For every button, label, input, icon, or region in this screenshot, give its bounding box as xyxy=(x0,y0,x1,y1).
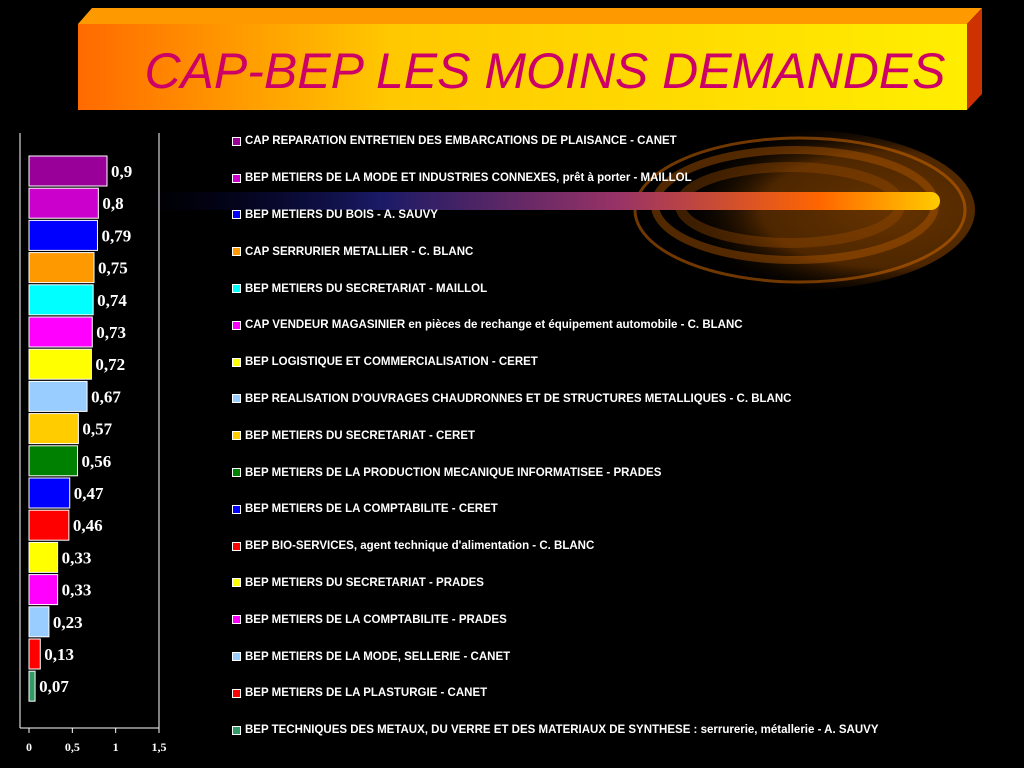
legend-label-7: BEP LOGISTIQUE ET COMMERCIALISATION - CERET xyxy=(245,356,538,369)
legend-label-1: CAP REPARATION ENTRETIEN DES EMBARCATIONS DE PLAISANCE - CANET xyxy=(245,135,677,148)
legend-label-6: CAP VENDEUR MAGASINIER en pièces de rechange et équipement automobile - C. BLANC xyxy=(245,319,743,332)
legend-swatch-1 xyxy=(232,137,241,146)
legend-label-17: BEP TECHNIQUES DES METAUX, DU VERRE ET DES MATERIAUX DE SYNTHESE : serrurerie, métallerie - A. SAUVY xyxy=(245,724,879,737)
legend-item-8 xyxy=(232,381,1012,418)
slide-title: CAP-BEP LES MOINS DEMANDES xyxy=(144,43,946,99)
bar-value-label-13: 0,33 xyxy=(61,548,92,568)
legend-item-2 xyxy=(232,160,1012,197)
bar-5 xyxy=(29,285,93,315)
legend-swatch-5 xyxy=(232,284,241,293)
bar-15 xyxy=(29,607,49,637)
legend-item-1 xyxy=(232,123,1012,160)
legend-label-12: BEP BIO-SERVICES, agent technique d'alimentation - C. BLANC xyxy=(245,540,595,553)
legend-swatch-15 xyxy=(232,652,241,661)
legend-item-7 xyxy=(232,344,1012,381)
bar-1 xyxy=(29,156,107,186)
bar-value-label-11: 0,47 xyxy=(73,484,104,503)
legend-item-10 xyxy=(232,454,1012,491)
x-tick-label-2: 0,5 xyxy=(64,740,80,754)
bar-4 xyxy=(29,253,94,283)
bar-11 xyxy=(29,478,70,508)
legend-swatch-12 xyxy=(232,542,241,551)
bar-value-label-16: 0,13 xyxy=(44,645,75,664)
legend-item-4 xyxy=(232,233,1012,270)
legend-label-11: BEP METIERS DE LA COMPTABILITE - CERET xyxy=(245,503,498,516)
x-tick-label-4: 1,5 xyxy=(151,740,167,754)
legend-label-8: BEP REALISATION D'OUVRAGES CHAUDRONNES ET DE STRUCTURES METALLIQUES - C. BLANC xyxy=(245,392,792,405)
legend-swatch-2 xyxy=(232,174,241,183)
legend-label-5: BEP METIERS DU SECRETARIAT - MAILLOL xyxy=(245,282,488,295)
legend-item-5 xyxy=(232,270,1012,307)
legend-swatch-6 xyxy=(232,321,241,330)
legend-swatch-10 xyxy=(232,468,241,477)
bar-16 xyxy=(29,639,40,669)
bar-6 xyxy=(29,317,92,347)
legend-label-9: BEP METIERS DU SECRETARIAT - CERET xyxy=(245,429,476,442)
legend-item-12 xyxy=(232,528,1012,565)
legend-item-13 xyxy=(232,565,1012,602)
bar-value-label-9: 0,57 xyxy=(82,419,113,439)
legend-label-10: BEP METIERS DE LA PRODUCTION MECANIQUE INFORMATISEE - PRADES xyxy=(245,466,662,479)
legend-item-17 xyxy=(232,712,1012,749)
legend-swatch-4 xyxy=(232,247,241,256)
bar-value-label-4: 0,75 xyxy=(98,258,128,278)
legend-swatch-8 xyxy=(232,394,241,403)
chart-legend xyxy=(232,123,1012,749)
legend-swatch-17 xyxy=(232,726,241,735)
legend-label-2: BEP METIERS DE LA MODE ET INDUSTRIES CONNEXES, prêt à porter - MAILLOL xyxy=(245,172,692,185)
bar-value-label-8: 0,67 xyxy=(91,387,121,407)
legend-label-16: BEP METIERS DE LA PLASTURGIE - CANET xyxy=(245,687,488,700)
bar-value-label-7: 0,72 xyxy=(95,355,126,375)
legend-item-9 xyxy=(232,417,1012,454)
legend-label-14: BEP METIERS DE LA COMPTABILITE - PRADES xyxy=(245,613,507,626)
legend-swatch-7 xyxy=(232,358,241,367)
bar-value-label-6: 0,73 xyxy=(96,323,127,342)
legend-swatch-11 xyxy=(232,505,241,514)
bar-9 xyxy=(29,414,78,444)
x-tick-label-3: 1 xyxy=(112,740,119,754)
bar-value-label-12: 0,46 xyxy=(72,516,103,536)
bar-value-label-2: 0,8 xyxy=(102,194,124,214)
legend-item-11 xyxy=(232,491,1012,528)
legend-label-13: BEP METIERS DU SECRETARIAT - PRADES xyxy=(245,576,484,589)
bar-7 xyxy=(29,349,91,379)
bar-8 xyxy=(29,381,87,411)
x-tick-label-1: 0 xyxy=(26,740,32,754)
bar-3 xyxy=(29,220,97,250)
legend-label-4: CAP SERRURIER METALLIER - C. BLANC xyxy=(245,245,474,258)
bar-chart xyxy=(20,133,167,754)
legend-item-6 xyxy=(232,307,1012,344)
bar-value-label-10: 0,56 xyxy=(81,451,112,471)
bar-13 xyxy=(29,542,58,572)
legend-label-15: BEP METIERS DE LA MODE, SELLERIE - CANET xyxy=(245,650,511,663)
bar-value-label-1: 0,9 xyxy=(111,162,133,181)
legend-swatch-16 xyxy=(232,689,241,698)
bar-value-label-17: 0,07 xyxy=(39,677,69,697)
bar-10 xyxy=(29,446,78,476)
bar-14 xyxy=(29,575,58,605)
bar-12 xyxy=(29,510,69,540)
legend-item-14 xyxy=(232,601,1012,638)
legend-item-3 xyxy=(232,197,1012,234)
legend-swatch-13 xyxy=(232,578,241,587)
bar-value-label-15: 0,23 xyxy=(52,612,83,632)
bar-value-label-5: 0,74 xyxy=(97,290,127,310)
legend-item-15 xyxy=(232,638,1012,675)
x-tick-group xyxy=(26,728,167,754)
legend-label-3: BEP METIERS DU BOIS - A. SAUVY xyxy=(245,208,438,221)
legend-item-16 xyxy=(232,675,1012,712)
bar-value-label-3: 0,79 xyxy=(101,226,132,246)
bar-2 xyxy=(29,188,98,218)
legend-swatch-14 xyxy=(232,615,241,624)
legend-swatch-3 xyxy=(232,210,241,219)
bar-17 xyxy=(29,671,35,701)
legend-swatch-9 xyxy=(232,431,241,440)
bar-value-label-14: 0,33 xyxy=(61,580,92,600)
